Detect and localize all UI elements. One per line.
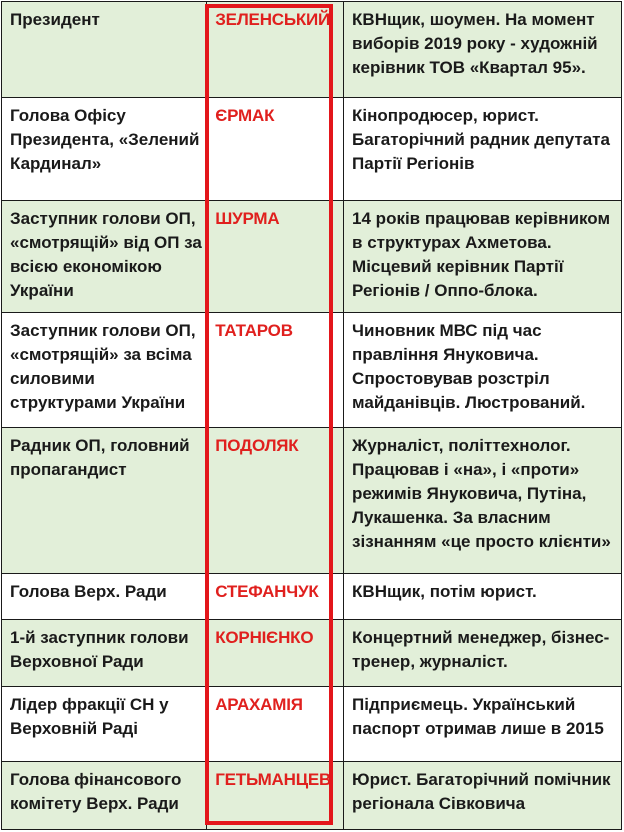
name-cell [207,574,344,620]
table-row [2,428,622,574]
table-row [2,313,622,428]
table-row [2,2,622,98]
name-cell [207,313,344,428]
surname: ГЕТЬМАНЦЕВ [215,770,332,789]
surname: ТАТАРОВ [215,321,293,340]
surname: ЗЕЛЕНСЬКИЙ [215,10,331,29]
name-cell [207,98,344,201]
description-cell: КВНщик, потім юрист. [344,574,622,620]
table-row [2,762,622,830]
role-cell: Президент [2,2,207,98]
role-cell: Заступник голови ОП, «смотрящій» за всіма силовими структурами України [2,313,207,428]
role-cell: Голова фінансового комітету Верх. Ради [2,762,207,830]
description-cell: Кінопродюсер, юрист. Багаторічний радник депутата Партії Регіонів [344,98,622,201]
name-cell [207,762,344,830]
surname: ПОДОЛЯК [215,436,299,455]
surname: КОРНІЄНКО [215,628,314,647]
surname: АРАХАМІЯ [215,695,303,714]
table-row [2,574,622,620]
officials-table [1,1,622,830]
surname: ЄРМАК [215,106,275,125]
table-row [2,98,622,201]
description-cell: Підприємець. Український паспорт отримав лише в 2015 [344,687,622,762]
role-cell: Лідер фракції СН у Верховній Раді [2,687,207,762]
description-cell: Чиновник МВС під час правління Януковича. Спростовував розстріл майданівців. Люстрований. [344,313,622,428]
description-cell: Концертний менеджер, бізнес-тренер, журналіст. [344,620,622,687]
name-cell [207,201,344,313]
name-cell [207,687,344,762]
name-cell [207,620,344,687]
role-cell: Радник ОП, головний пропагандист [2,428,207,574]
role-cell: Голова Офісу Президента, «Зелений Кардинал» [2,98,207,201]
description-cell: Журналіст, політтехнолог. Працював і «на», і «проти» режимів Януковича, Путіна, Лукашенка. За власним зізнанням «це просто клієнти» [344,428,622,574]
role-cell: Заступник голови ОП, «смотрящій» від ОП за всією економікою України [2,201,207,313]
role-cell: 1-й заступник голови Верховної Ради [2,620,207,687]
table-row [2,201,622,313]
table-row [2,687,622,762]
surname: ШУРМА [215,209,280,228]
description-cell: Юрист. Багаторічний помічник регіонала Сівковича [344,762,622,830]
description-cell: КВНщик, шоумен. На момент виборів 2019 року - художній керівник ТОВ «Квартал 95». [344,2,622,98]
role-cell: Голова Верх. Ради [2,574,207,620]
name-cell [207,428,344,574]
surname: СТЕФАНЧУК [215,582,319,601]
description-cell: 14 років працював керівником в структурах Ахметова. Місцевий керівник Партії Регіонів / Оппо-блока. [344,201,622,313]
table-row [2,620,622,687]
name-cell [207,2,344,98]
